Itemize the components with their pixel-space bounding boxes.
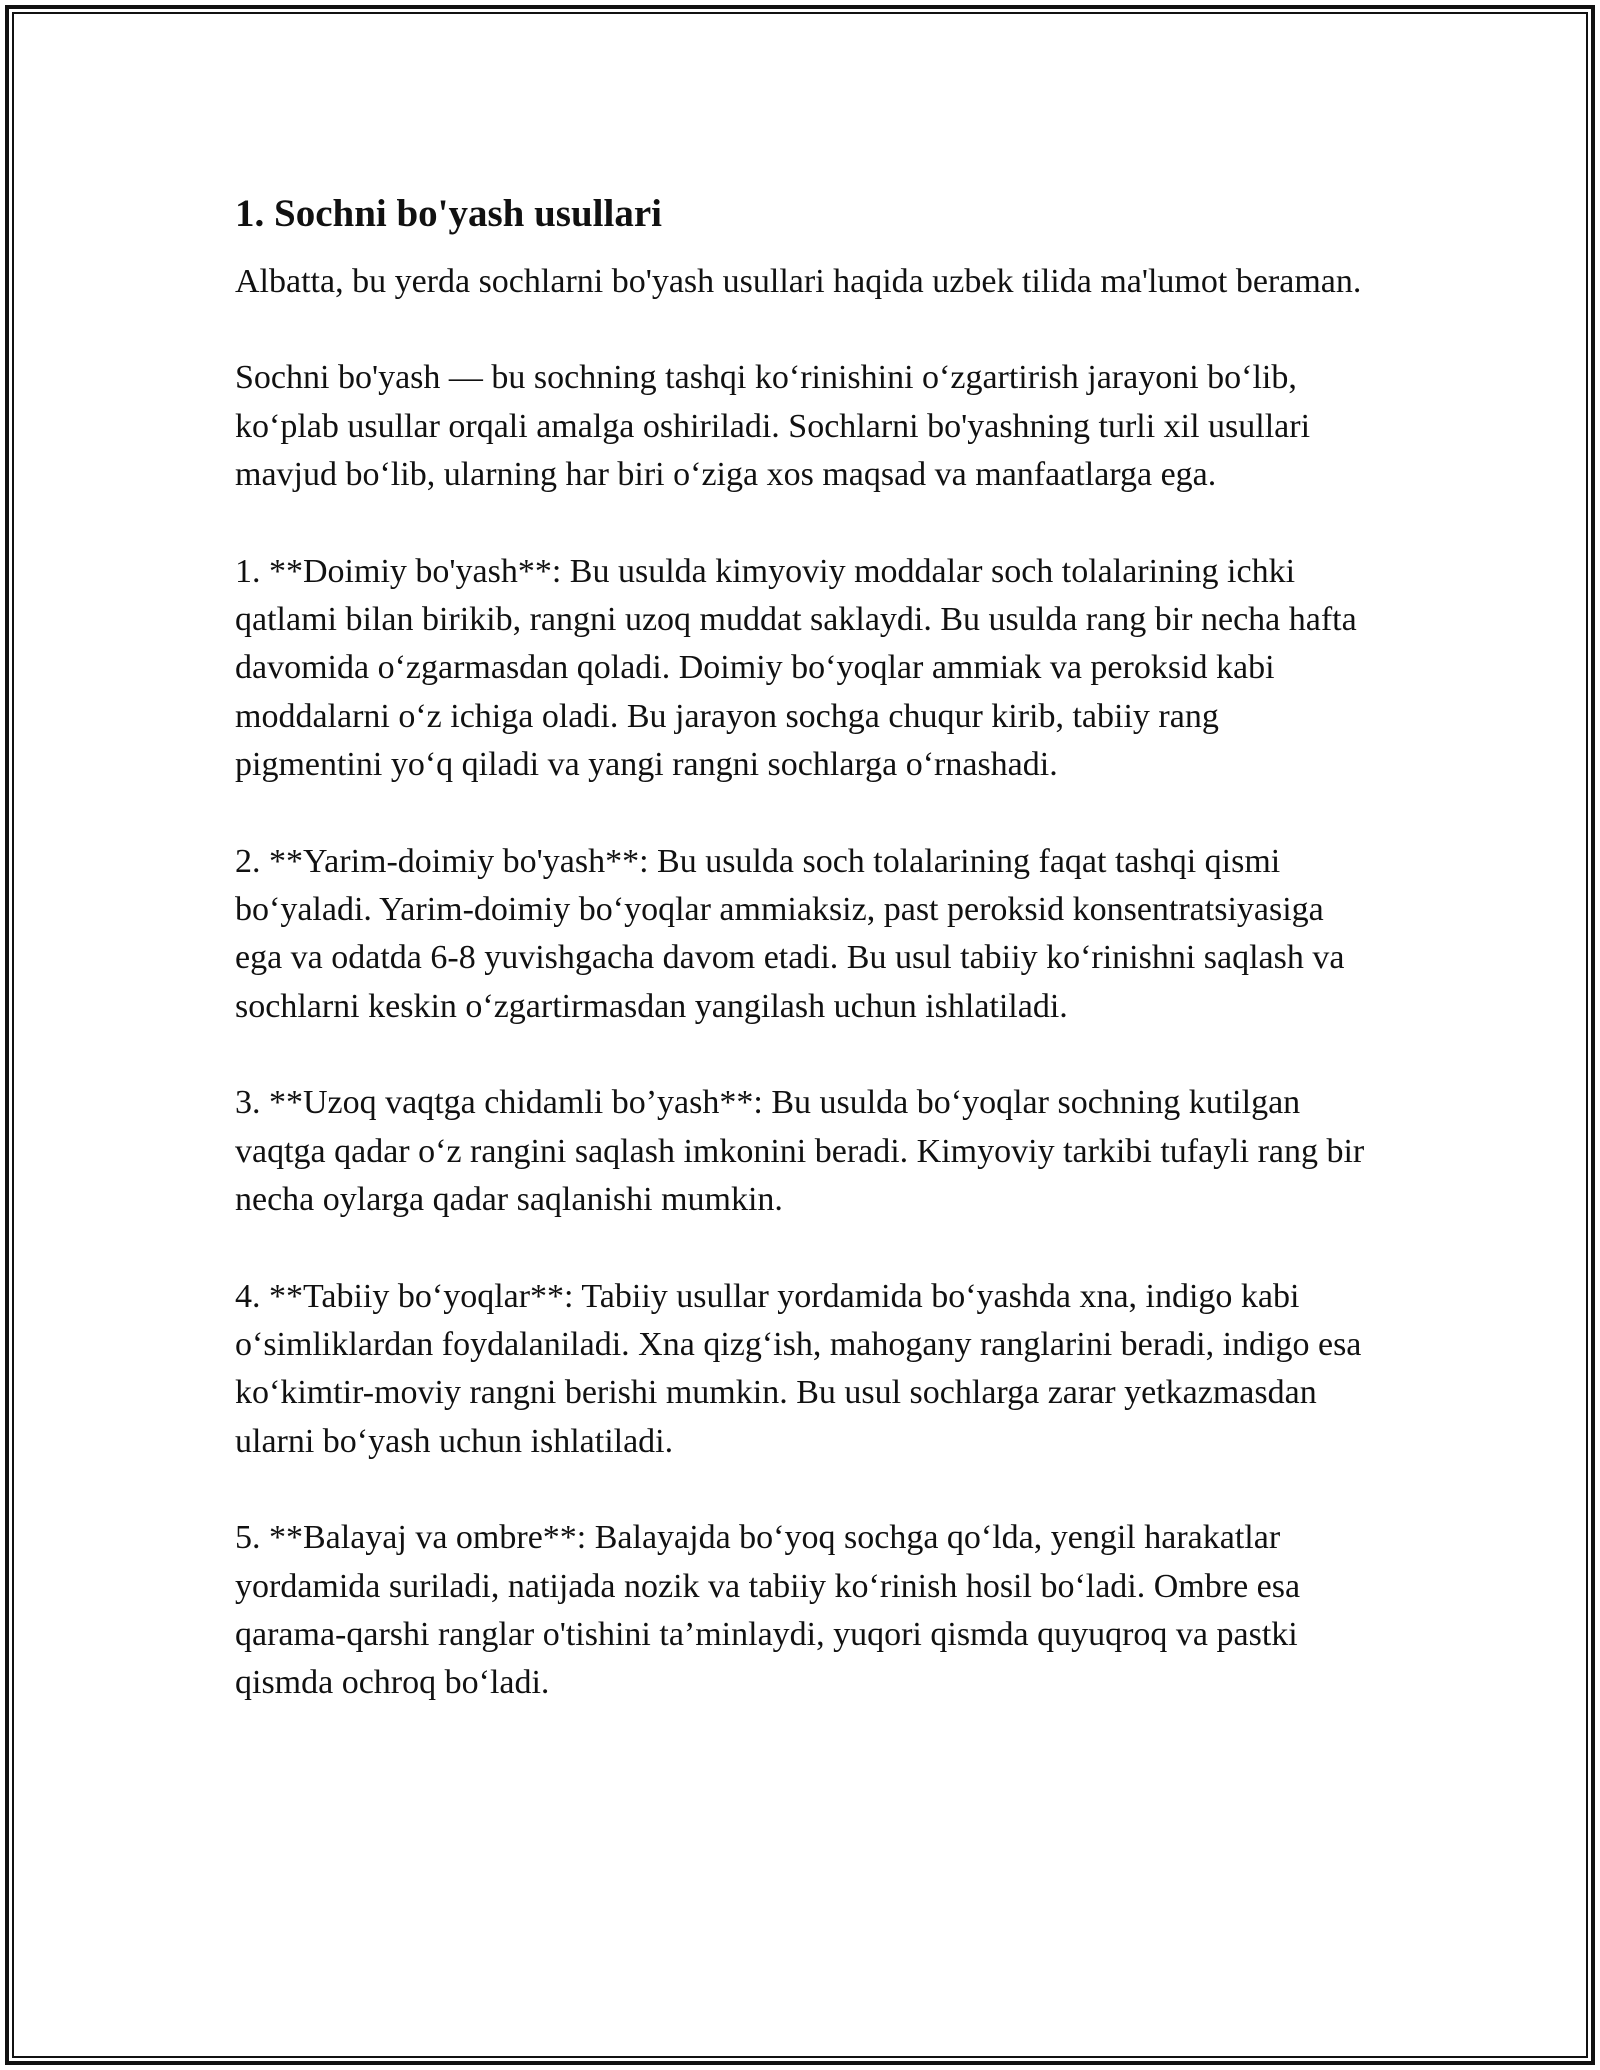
method-paragraph-permanent: 1. **Doimiy bo'yash**: Bu usulda kimyoviy moddalar soch tolalarining ichki qatlami bilan birikib, rangni uzoq muddat saklaydi. Bu usulda rang bir necha hafta davomida oʻzgarmasdan qoladi. Doimiy boʻyoqlar ammiak va peroksid kabi moddalarni oʻz ichiga oladi. Bu jarayon sochga chuqur kirib, tabiiy rang pigmentini yoʻq qiladi va yangi rangni sochlarga oʻrnashadi.: [235, 552, 1357, 784]
document-body: [235, 190, 1370, 1756]
definition-paragraph: Sochni bo'yash — bu sochning tashqi koʻrinishini oʻzgartirish jarayoni boʻlib, koʻplab usullar orqali amalga oshiriladi. Sochlarni bo'yashning turli xil usullari mavjud boʻlib, ularning har biri oʻziga xos maqsad va manfaatlarga ega.: [235, 359, 1311, 494]
method-paragraph-long-lasting: 3. **Uzoq vaqtga chidamli bo’yash**: Bu usulda boʻyoqlar sochning kutilgan vaqtga qadar oʻz rangini saqlash imkonini beradi. Kimyoviy tarkibi tufayli rang bir necha oylarga qadar saqlanishi mumkin.: [235, 1084, 1365, 1219]
method-paragraph-natural-dyes: 4. **Tabiiy boʻyoqlar**: Tabiiy usullar yordamida boʻyashda xna, indigo kabi oʻsimliklardan foydalaniladi. Xna qizgʻish, mahogany ranglarini beradi, indigo esa koʻkimtir-moviy rangni berishi mumkin. Bu usul sochlarga zarar yetkazmasdan ularni boʻyash uchun ishlatiladi.: [235, 1277, 1362, 1460]
method-paragraph-balayage-ombre: 5. **Balayaj va ombre**: Balayajda boʻyoq sochga qoʻlda, yengil harakatlar yordamida suriladi, natijada nozik va tabiiy koʻrinish hosil boʻladi. Ombre esa qarama-qarshi ranglar o'tishini ta’minlaydi, yuqori qismda quyuqroq va pastki qismda ochroq boʻladi.: [235, 1519, 1301, 1702]
intro-paragraph: Albatta, bu yerda sochlarni bo'yash usullari haqida uzbek tilida ma'lumot beraman.: [235, 263, 1362, 300]
method-paragraph-semi-permanent: 2. **Yarim-doimiy bo'yash**: Bu usulda soch tolalarining faqat tashqi qismi boʻyaladi. Yarim-doimiy boʻyoqlar ammiaksiz, past peroksid konsentratsiyasiga ega va odatda 6-8 yuvishgacha davom etadi. Bu usul tabiiy koʻrinishni saqlash va sochlarni keskin oʻzgartirmasdan yangilash uchun ishlatiladi.: [235, 842, 1345, 1025]
document-heading: 1. Sochni bo'yash usullari: [235, 192, 662, 235]
